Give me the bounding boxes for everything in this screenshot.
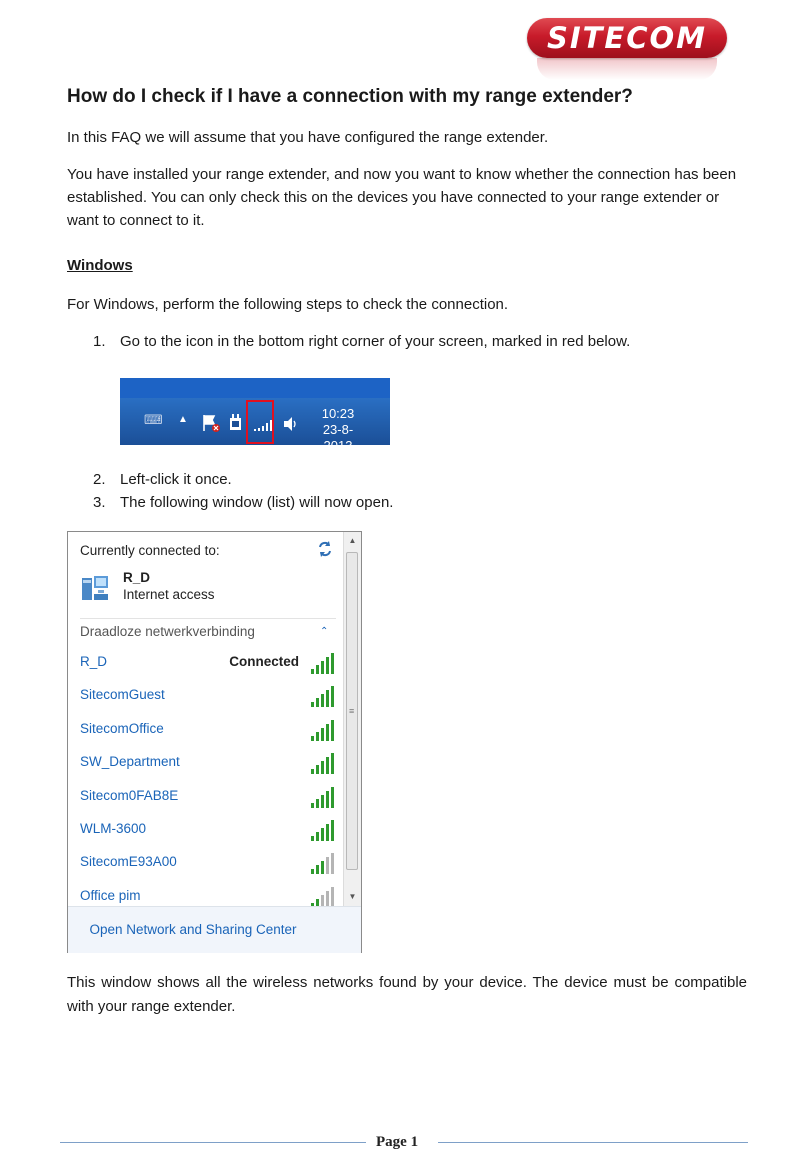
step-3-number: 3. — [93, 494, 106, 511]
footer-rule-right — [438, 1142, 748, 1143]
clock-time: 10:23 — [321, 406, 355, 421]
intro-paragraph: In this FAQ we will assume that you have configured the range extender. — [67, 129, 549, 146]
page-title: How do I check if I have a connection with my range extender? — [67, 86, 633, 107]
section-heading-windows: Windows — [67, 257, 133, 274]
step-2-number: 2. — [93, 471, 106, 488]
signal-strength-icon — [311, 786, 335, 808]
current-network-name: R_D — [123, 570, 151, 585]
step-2-text: Left-click it once. — [120, 471, 232, 488]
network-item[interactable] — [80, 819, 335, 843]
keyboard-icon: ⌨ — [144, 412, 163, 427]
power-plug-icon[interactable] — [227, 413, 245, 433]
scroll-up-arrow[interactable]: ▲ — [348, 536, 357, 545]
closing-paragraph: This window shows all the wireless networks found by your device. The device must be compatible with your range extender. — [67, 974, 747, 1015]
network-name: Sitecom0FAB8E — [80, 787, 179, 803]
network-list-window — [67, 531, 362, 953]
current-network-status: Internet access — [123, 587, 215, 602]
body-paragraph: You have installed your range extender, and now you want to know whether the connection has been established. You can only check this on the devices you have connected to your range extender or want to connect to it. — [67, 166, 737, 229]
network-name: SW_Department — [80, 754, 180, 770]
signal-strength-icon — [311, 819, 335, 841]
sitecom-logo — [527, 18, 727, 80]
logo-text: SITECOM — [546, 21, 708, 55]
show-hidden-icons-arrow[interactable]: ▲ — [178, 414, 188, 425]
currently-connected-label: Currently connected to: — [80, 543, 220, 558]
signal-strength-icon — [311, 752, 335, 774]
network-name: Office pim — [80, 887, 141, 903]
network-item[interactable] — [80, 752, 335, 776]
network-status: Connected — [229, 654, 299, 669]
footer-rule-left — [60, 1142, 366, 1143]
network-name: SitecomE93A00 — [80, 854, 177, 870]
signal-strength-icon — [311, 652, 335, 674]
clock-date: 23-8-2013 — [322, 422, 354, 453]
windows-intro: For Windows, perform the following steps to check the connection. — [67, 296, 509, 313]
network-item[interactable] — [80, 786, 335, 810]
network-name: R_D — [80, 654, 108, 669]
refresh-icon[interactable] — [316, 540, 334, 558]
network-item[interactable] — [80, 852, 335, 876]
network-computer-icon — [80, 572, 110, 602]
window-footer — [68, 906, 361, 953]
taskbar-screenshot — [120, 378, 390, 453]
scrollbar[interactable]: ▲ ≡ ▼ — [343, 532, 361, 906]
red-highlight-box — [246, 400, 274, 444]
network-name: SitecomGuest — [80, 687, 165, 703]
step-1-text: Go to the icon in the bottom right corner of your screen, marked in red below. — [120, 333, 631, 350]
signal-strength-icon — [311, 719, 335, 741]
network-item[interactable] — [80, 719, 335, 743]
page-number: Page 1 — [376, 1134, 419, 1150]
signal-strength-icon — [311, 886, 335, 908]
network-item[interactable] — [80, 652, 335, 676]
signal-strength-icon — [311, 852, 335, 874]
network-name: WLM-3600 — [80, 821, 147, 836]
step-1-number: 1. — [93, 333, 106, 350]
scroll-down-arrow[interactable]: ▼ — [348, 892, 357, 901]
network-group-label: Draadloze netwerkverbinding — [80, 624, 255, 639]
collapse-chevron-icon[interactable]: ⌃ — [320, 626, 329, 637]
network-item[interactable] — [80, 685, 335, 709]
step-3-text: The following window (list) will now open. — [120, 494, 394, 511]
network-name: SitecomOffice — [80, 720, 164, 736]
taskbar-clock[interactable] — [310, 406, 366, 454]
signal-strength-icon — [311, 685, 335, 707]
speaker-icon[interactable] — [282, 416, 298, 432]
open-network-sharing-center-link[interactable]: Open Network and Sharing Center — [89, 922, 297, 937]
action-center-flag-icon[interactable] — [201, 413, 221, 433]
